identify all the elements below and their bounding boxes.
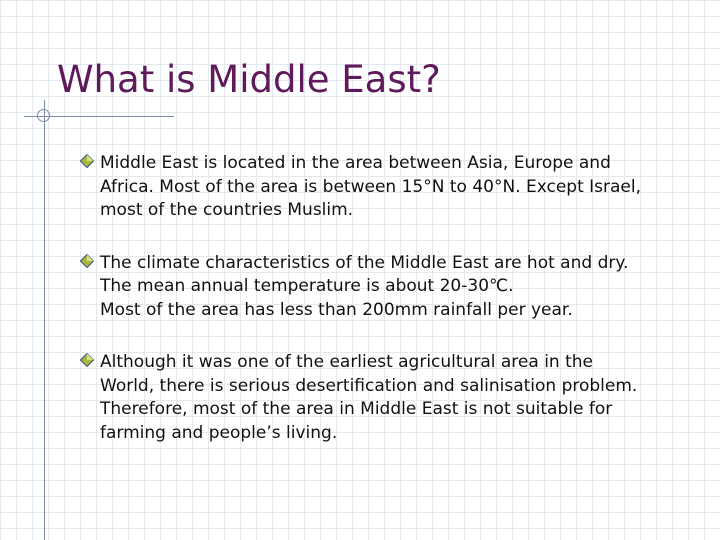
diamond-bullet-icon [80,254,94,268]
bullet-list [80,152,710,474]
title-divider-vertical [44,100,45,540]
slide-title: What is Middle East? [57,58,441,101]
diamond-bullet-icon [80,353,94,367]
bullet-item [80,351,710,445]
bullet-text: Middle East is located in the area between Asia, Europe and Africa. Most of the area is between 15°N to 40°N. Except Israel, most of the countries Muslim. [100,153,642,220]
bullet-text: The climate characteristics of the Middle East are hot and dry. The mean annual temperature is about 20-30℃. Most of the area has less than 200mm rainfall per year. [100,252,629,320]
bullet-item [80,152,710,223]
bullet-item [80,252,710,323]
bullet-text: Although it was one of the earliest agricultural area in the World, there is serious desertification and salinisation problem. Therefore, most of the area in Middle East is not suitable for farming and people’s living. [100,352,638,443]
diamond-bullet-icon [80,154,94,168]
divider-ring-ornament [37,109,50,122]
